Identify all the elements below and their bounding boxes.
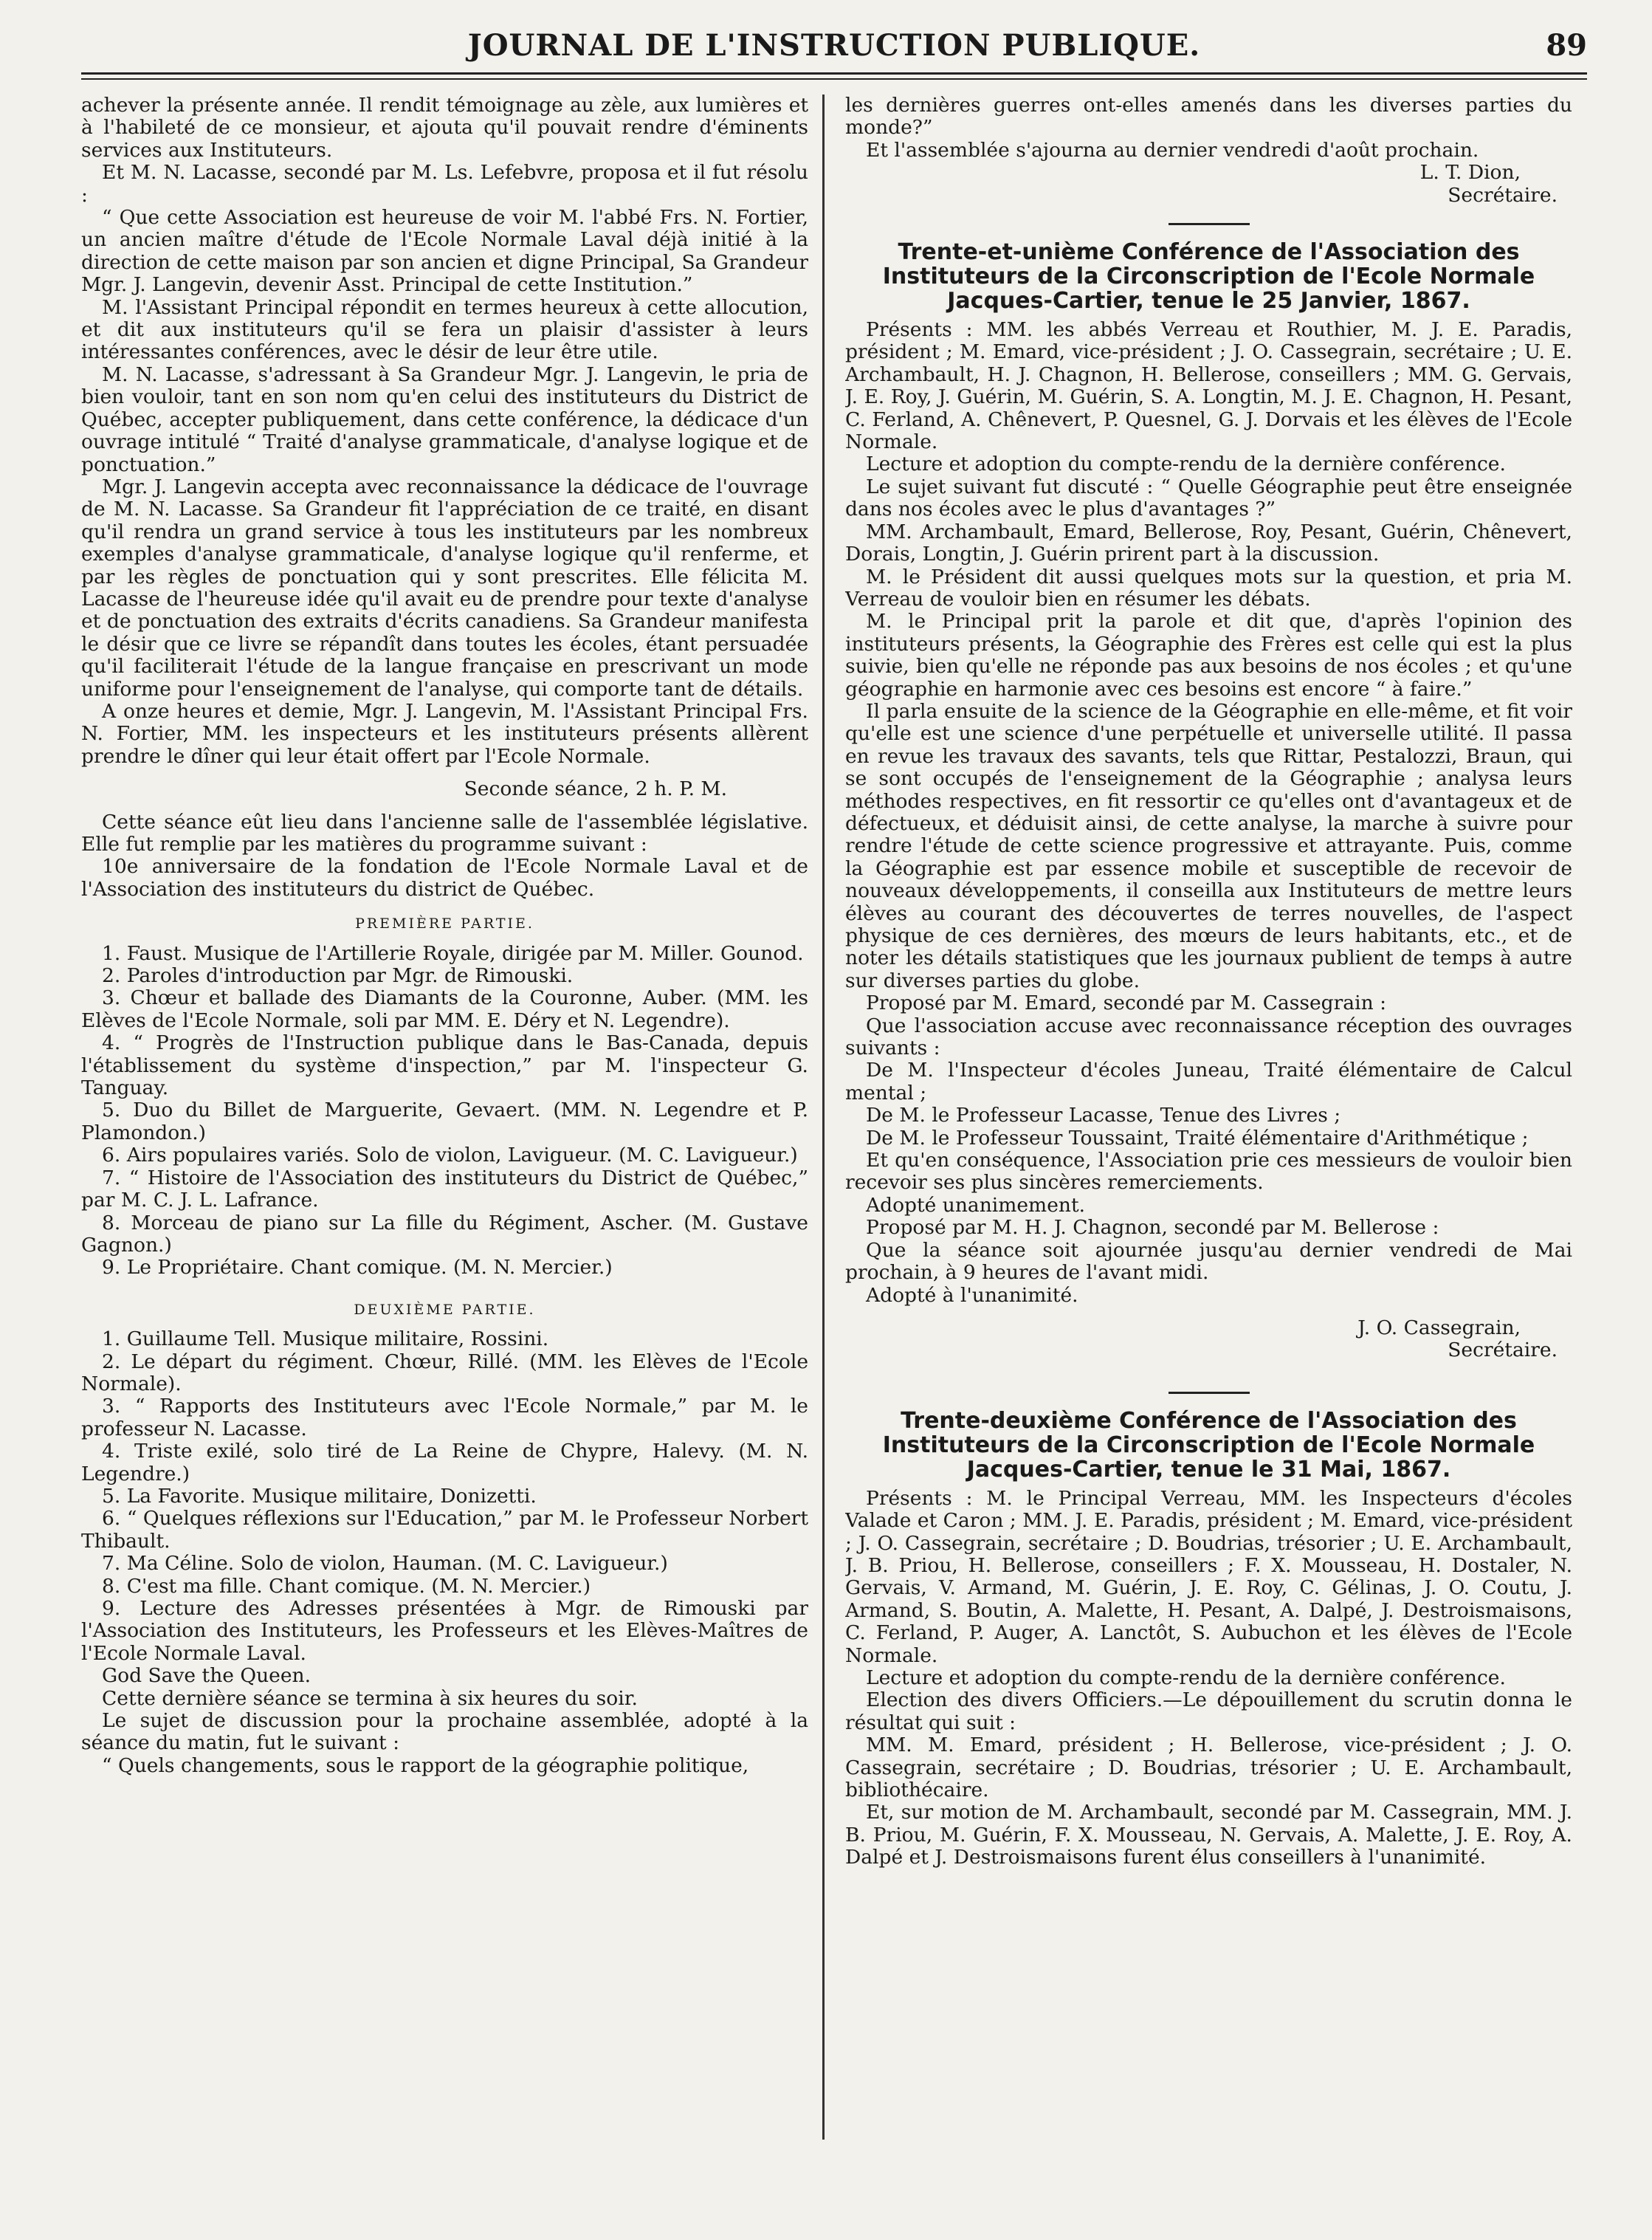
paragraph: Proposé par M. Emard, secondé par M. Cassegrain :	[866, 992, 1386, 1015]
paragraph: Présents : MM. les abbés Verreau et Routhier, M. J. E. Paradis, président ; M. Emard, vice-président ; J. O. Cassegrain, secrétaire ; U. E. Archambault, H. J. Chagnon, H. Bellerose, conseillers ; MM. G. Gervais, J. E. Roy, J. Guérin, M. Guérin, S. A. Longtin, M. J. E. Chagnon, H. Pesant, C. Ferland, A. Chênevert, P. Quesnel, G. J. Dorvais et les élèves de l'Ecole Normale.	[845, 318, 1572, 454]
conference-heading: Trente-et-unième Conférence de l'Association des Instituteurs de la Circonscription de l'Ecole Normale Jacques-Cartier, tenue le 25 Janvier, 1867.	[882, 239, 1535, 315]
list-item: 8. Morceau de piano sur La fille du Régiment, Ascher. (M. Gustave Gagnon.)	[81, 1211, 808, 1257]
paragraph: achever la présente année. Il rendit témoignage au zèle, aux lumières et à l'habileté de ce monsieur, et ajouta qu'il pouvait rendre d'éminents services aux Instituteurs.	[81, 95, 808, 162]
paragraph: Lecture et adoption du compte-rendu de la dernière conférence.	[866, 1666, 1506, 1689]
list-item: God Save the Queen.	[102, 1664, 312, 1688]
paragraph: les dernières guerres ont-elles amenés dans les diverses parties du monde?”	[845, 95, 1572, 140]
program-part-heading: PREMIÈRE PARTIE.	[355, 915, 534, 932]
paragraph: Et M. N. Lacasse, secondé par M. Ls. Lefebvre, proposa et il fut résolu :	[81, 161, 808, 207]
list-item: 5. La Favorite. Musique militaire, Donizetti.	[102, 1484, 537, 1508]
list-item: 1. Faust. Musique de l'Artillerie Royale, dirigée par M. Miller. Gounod.	[102, 941, 804, 965]
session-heading: Seconde séance, 2 h. P. M.	[464, 777, 727, 801]
program-part-heading: DEUXIÈME PARTIE.	[354, 1301, 536, 1318]
column-divider	[822, 95, 825, 2140]
list-item: 1. Guillaume Tell. Musique militaire, Rossini.	[102, 1327, 549, 1351]
list-item: 7. Ma Céline. Solo de violon, Hauman. (M. C. Lavigueur.)	[102, 1552, 668, 1576]
paragraph: Proposé par M. H. J. Chagnon, secondé par M. Bellerose :	[866, 1216, 1439, 1240]
right-column	[845, 95, 1572, 2154]
program-part-1	[81, 943, 808, 1279]
list-item: 5. Duo du Billet de Marguerite, Gevaert. (MM. N. Legendre et P. Plamondon.)	[81, 1099, 808, 1144]
list-item: 6. Airs populaires variés. Solo de violon, Lavigueur. (M. C. Lavigueur.)	[102, 1144, 798, 1167]
list-item: 9. Lecture des Adresses présentées à Mgr. de Rimouski par l'Association des Instituteurs, les Professeurs et les Elèves-Maîtres de l'Ecole Normale Laval.	[81, 1597, 808, 1665]
list-item: 3. “ Rapports des Instituteurs avec l'Ecole Normale,” par M. le professeur N. Lacasse.	[81, 1395, 808, 1440]
section-rule	[1169, 1392, 1250, 1394]
paragraph: Il parla ensuite de la science de la Géographie en elle-même, et fit voir qu'elle est une science d'une perpétuelle et universelle utilité. Il passa en revue les travaux des savants, tels que Rittar, Pestalozzi, Braun, qui se sont occupés de l'enseignement de la Géographie ; analysa leurs méthodes respectives, en fit ressortir ce qu'elles ont d'avantageux et de défectueux, et déduisit ainsi, de cette analyse, la marche à suivre pour rendre l'étude de cette science progressive et attrayante. Puis, comme la Géographie est par essence mobile et susceptible de recevoir de nouveaux développements, il conseilla aux Instituteurs de mettre leurs élèves au courant des découvertes de terres nouvelles, de l'aspect physique de ces dernières, des mœurs de leurs habitants, etc., et de noter les détails statistiques que les journaux publient de temps à autre sur diverses parties du globe.	[845, 699, 1572, 992]
paragraph: MM. Archambault, Emard, Bellerose, Roy, Pesant, Guérin, Chênevert, Dorais, Longtin, J. Guérin prirent part à la discussion.	[845, 520, 1572, 566]
paragraph: Et l'assemblée s'ajourna au dernier vendredi d'août prochain.	[866, 138, 1479, 162]
resolution-quote: “ Que cette Association est heureuse de voir M. l'abbé Frs. N. Fortier, un ancien maître d'étude de l'Ecole Normale Laval déjà initié à la direction de cette maison par son ancien et digne Principal, Sa Grandeur Mgr. J. Langevin, devenir Asst. Principal de cette Institution.”	[81, 206, 808, 297]
list-item: 2. Le départ du régiment. Chœur, Rillé. (MM. les Elèves de l'Ecole Normale).	[81, 1350, 808, 1395]
paragraph: A onze heures et demie, Mgr. J. Langevin, M. l'Assistant Principal Frs. N. Fortier, MM. les inspecteurs et les instituteurs présents allèrent prendre le dîner qui leur était offert par l'Ecole Normale.	[81, 699, 808, 768]
paragraph: De M. le Professeur Lacasse, Tenue des Livres ;	[866, 1104, 1341, 1127]
list-item: 7. “ Histoire de l'Association des instituteurs du District de Québec,” par M. C. J. L. Lafrance.	[81, 1166, 808, 1212]
list-item: 8. C'est ma fille. Chant comique. (M. N. Mercier.)	[102, 1574, 591, 1598]
paragraph: M. N. Lacasse, s'adressant à Sa Grandeur Mgr. J. Langevin, le pria de bien vouloir, tant en son nom qu'en celui des instituteurs du District de Québec, accepter publiquement, dans cette conférence, la dédicace d'un ouvrage intitulé “ Traité d'analyse grammaticale, d'analyse logique et de ponctuation.”	[81, 363, 808, 476]
page-header	[81, 21, 1587, 72]
paragraph: Et qu'en conséquence, l'Association prie ces messieurs de vouloir bien recevoir ses plus sincères remerciements.	[845, 1149, 1572, 1195]
paragraph: M. l'Assistant Principal répondit en termes heureux à cette allocution, et dit aux instituteurs qu'il se fera un plaisir d'assister à leurs intéressantes conférences, avec le désir de leur être utile.	[81, 295, 808, 364]
paragraph: M. le Président dit aussi quelques mots sur la question, et pria M. Verreau de vouloir bien en résumer les débats.	[845, 565, 1572, 611]
paragraph: Adopté à l'unanimité.	[866, 1283, 1078, 1307]
paragraph: Election des divers Officiers.—Le dépouillement du scrutin donna le résultat qui suit :	[845, 1688, 1572, 1734]
paragraph: Que l'association accuse avec reconnaissance réception des ouvrages suivants :	[845, 1014, 1572, 1060]
list-item: 2. Paroles d'introduction par Mgr. de Rimouski.	[102, 964, 574, 988]
paragraph: De M. le Professeur Toussaint, Traité élémentaire d'Arithmétique ;	[866, 1126, 1529, 1150]
journal-title: JOURNAL DE L'INSTRUCTION PUBLIQUE.	[467, 28, 1201, 63]
list-item: 6. “ Quelques réflexions sur l'Education,” par M. le Professeur Norbert Thibault.	[81, 1507, 808, 1553]
signature-name: L. T. Dion,	[1419, 161, 1521, 185]
paragraph: Adopté unanimement.	[866, 1193, 1086, 1217]
list-item: 9. Le Propriétaire. Chant comique. (M. N. Mercier.)	[102, 1256, 613, 1279]
paragraph: “ Quels changements, sous le rapport de la géographie politique,	[102, 1753, 749, 1777]
list-item: 3. Chœur et ballade des Diamants de la Couronne, Auber. (MM. les Elèves de l'Ecole Normale, soli par MM. E. Déry et N. Legendre).	[81, 986, 808, 1032]
program-part-2	[81, 1328, 808, 1688]
section-rule	[1169, 223, 1250, 225]
paragraph: Lecture et adoption du compte-rendu de la dernière conférence.	[866, 453, 1506, 476]
paragraph: Le sujet suivant fut discuté : “ Quelle Géographie peut être enseignée dans nos écoles avec le plus d'avantages ?”	[845, 475, 1572, 521]
paragraph: Que la séance soit ajournée jusqu'au dernier vendredi de Mai prochain, à 9 heures de l'avant midi.	[845, 1238, 1572, 1285]
signature-title: Secrétaire.	[1448, 1339, 1558, 1362]
paragraph: Le sujet de discussion pour la prochaine assemblée, adopté à la séance du matin, fut le suivant :	[81, 1709, 808, 1755]
paragraph: Et, sur motion de M. Archambault, secondé par M. Cassegrain, MM. J. B. Priou, M. Guérin, F. X. Mousseau, N. Gervais, A. Malette, J. E. Roy, A. Dalpé et J. Destroismaisons furent élus conseillers à l'unanimité.	[845, 1801, 1572, 1869]
paragraph: 10e anniversaire de la fondation de l'Ecole Normale Laval et de l'Association des instituteurs du district de Québec.	[81, 855, 808, 901]
paragraph: M. le Principal prit la parole et dit que, d'après l'opinion des instituteurs présents, la Géographie des Frères est celle qui est la plus suivie, bien qu'elle ne réponde pas aux besoins de nos écoles ; et qu'une géographie en harmonie avec ces besoins est encore “ à faire.”	[845, 610, 1572, 701]
paragraph: De M. l'Inspecteur d'écoles Juneau, Traité élémentaire de Calcul mental ;	[845, 1059, 1572, 1104]
paragraph: MM. M. Emard, président ; H. Bellerose, vice-président ; J. O. Cassegrain, secrétaire ; D. Boudrias, trésorier ; U. E. Archambault, bibliothécaire.	[845, 1734, 1572, 1801]
signature-title: Secrétaire.	[1448, 183, 1558, 207]
paragraph: Cette dernière séance se termina à six heures du soir.	[102, 1686, 638, 1710]
paragraph: Présents : M. le Principal Verreau, MM. les Inspecteurs d'écoles Valade et Caron ; MM. J. E. Paradis, président ; M. Emard, vice-président ; J. O. Cassegrain, secrétaire ; D. Boudrias, trésorier ; U. E. Archambault, J. B. Priou, H. Bellerose, conseillers ; F. X. Mousseau, H. Dostaler, N. Gervais, V. Armand, M. Guérin, J. E. Roy, C. Gélinas, J. O. Coutu, J. Armand, S. Boutin, A. Malette, H. Pesant, A. Dalpé, J. Destroismaisons, C. Ferland, P. Auger, A. Lanctôt, S. Aubuchon et les élèves de l'Ecole Normale.	[845, 1486, 1572, 1667]
signature-name: J. O. Cassegrain,	[1357, 1316, 1521, 1339]
left-column	[81, 95, 808, 2154]
header-rule	[81, 72, 1587, 80]
page-number: 89	[1546, 28, 1587, 63]
conference-heading: Trente-deuxième Conférence de l'Association des Instituteurs de la Circonscription de l'Ecole Normale Jacques-Cartier, tenue le 31 Mai, 1867.	[882, 1407, 1535, 1483]
paragraph: Mgr. J. Langevin accepta avec reconnaissance la dédicace de l'ouvrage de M. N. Lacasse. Sa Grandeur fit l'appréciation de ce traité, en disant qu'il rendra un grand service à tous les instituteurs par les nombreux exemples d'analyse grammaticale, d'analyse logique qu'il renferme, et par les règles de ponctuation qui y sont prescrites. Elle félicita M. Lacasse de l'heureuse idée qu'il avait eu de prendre pour texte d'analyse et de ponctuation des extraits d'écrits canadiens. Sa Grandeur manifesta le désir que ce livre se répandît dans toutes les écoles, étant persuadée qu'il faciliterait l'étude de la langue française en prescrivant un mode uniforme pour l'enseignement de l'analyse, qui comporte tant de détails.	[81, 475, 808, 701]
list-item: 4. Triste exilé, solo tiré de La Reine de Chypre, Halevy. (M. N. Legendre.)	[81, 1440, 808, 1485]
list-item: 4. “ Progrès de l'Instruction publique dans le Bas-Canada, depuis l'établissement du système d'inspection,” par M. l'inspecteur G. Tanguay.	[81, 1031, 808, 1100]
paragraph: Cette séance eût lieu dans l'ancienne salle de l'assemblée législative. Elle fut remplie par les matières du programme suivant :	[81, 810, 808, 856]
